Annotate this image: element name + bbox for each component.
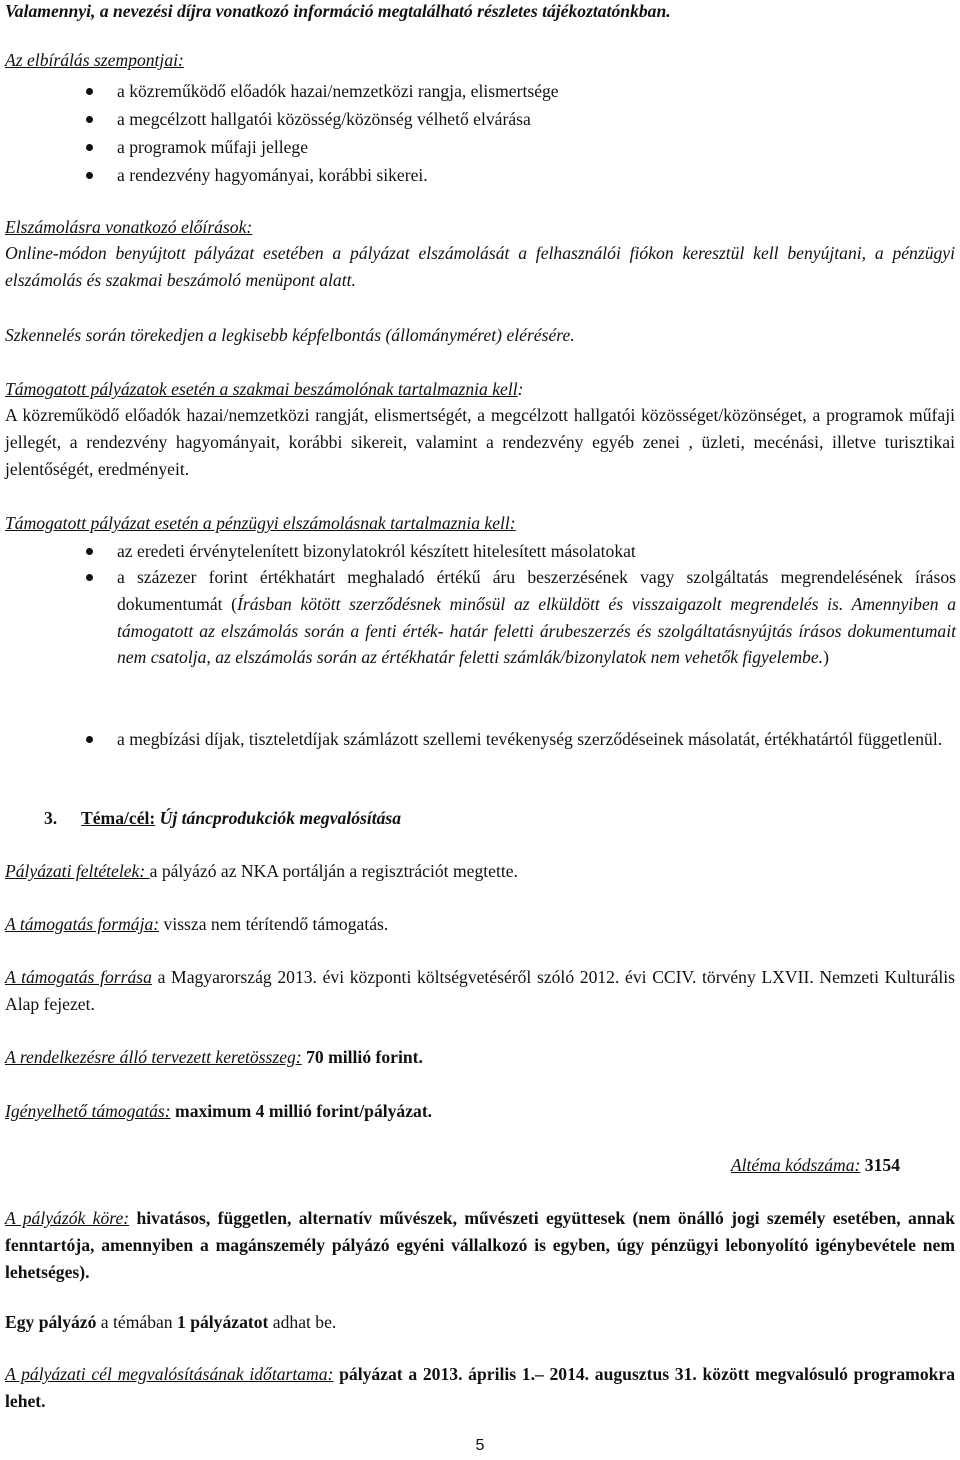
one-application-end: adhat be.: [268, 1312, 337, 1332]
subtopic-code: 3154: [860, 1155, 900, 1175]
applicants-paragraph: [5, 1205, 955, 1285]
max-grant-text: maximum 4 millió forint/pályázat.: [170, 1101, 433, 1121]
one-application-line: [5, 1311, 955, 1333]
conditions-label: Pályázati feltételek:: [5, 861, 150, 881]
support-source-text: a Magyarország 2013. évi központi költségvetéséről szóló 2012. évi CCIV. törvény LXVII. Nemzeti Kulturális Alap fejezet.: [5, 967, 956, 1014]
one-application-mid: a témában: [96, 1312, 178, 1332]
list-item: [0, 136, 960, 158]
conditions-text: a pályázó az NKA portálján a regisztrációt megtette.: [149, 861, 518, 881]
budget-text: 70 millió forint.: [301, 1047, 423, 1067]
bullet-icon: [86, 116, 93, 123]
support-form-line: [5, 913, 955, 935]
financial-report-heading: Támogatott pályázat esetén a pénzügyi elszámolásnak tartalmaznia kell:: [5, 513, 516, 533]
budget-label: A rendelkezésre álló tervezett keretösszeg:: [5, 1047, 302, 1067]
page-number: 5: [475, 1437, 485, 1454]
intro-line: Valamennyi, a nevezési díjra vonatkozó információ megtalálható részletes tájékoztatónkban.: [5, 1, 671, 21]
criteria-heading: Az elbírálás szempontjai:: [5, 50, 184, 70]
list-item-text: [117, 564, 956, 671]
applicants-text: hivatásos, független, alternatív művészek, művészeti együttesek (nem önálló jogi személy esetében, annak fenntartója, amennyiben a magánszemély pályázó egyéni vállalkozó is egyben, úgy pénzügyi lebonyolító igénybevétele nem lehetséges).: [5, 1208, 955, 1282]
professional-report-body: A közreműködő előadók hazai/nemzetközi rangját, elismertségét, a megcélzott hallgatói közösséget/közönséget, a programok műfaji jellegét, a rendezvény hagyományait, korábbi sikereit, valamint a rendezvény egyéb zenei , üzleti, mecénási, illetve turisztikai jelentőségét, eredményeit.: [5, 405, 955, 479]
list-item-text: a rendezvény hagyományai, korábbi sikerei.: [117, 165, 428, 185]
topic-title-group: [81, 807, 401, 829]
bullet-icon: [86, 548, 93, 555]
item2-prefix: a százezer forint értékhatárt meghaladó értékű áru beszerzésének vagy szolgáltatás megrendelésének írásos dokumentumát (: [117, 567, 956, 614]
support-form-label: A támogatás formája:: [5, 914, 160, 934]
one-application-bold1: Egy pályázó: [5, 1312, 97, 1332]
applicants-label: A pályázók köre:: [5, 1208, 130, 1228]
support-source-paragraph: [5, 964, 955, 1018]
heading-colon: :: [517, 379, 524, 399]
max-grant-line: [5, 1100, 955, 1122]
professional-report-heading-text: Támogatott pályázatok esetén a szakmai beszámolónak tartalmaznia kell: [5, 379, 518, 399]
item2-italic: Írásban kötött szerződésnek minősül az elküldött és visszaigazolt megrendelés is. Amennyiben a támogatott az elszámolás során a fenti érték- határ feletti árubeszerzés és szolgáltatásnyújtás írásos dokumentumait nem csatolja, az elszámolás során az értékhatár feletti számlák/bizonylatok nem vehetők figyelembe.: [117, 593, 956, 668]
topic-label: Téma/cél:: [81, 808, 156, 828]
duration-label: A pályázati cél megvalósításának időtartama:: [5, 1364, 334, 1384]
bullet-icon: [86, 736, 93, 743]
settlement-body: Online-módon benyújtott pályázat esetében a pályázat elszámolását a felhasználói fiókon keresztül kell benyújtani, a pénzügyi elszámolás és szakmai beszámoló menüpont alatt.: [5, 243, 955, 290]
list-item-text: a programok műfaji jellege: [117, 137, 309, 157]
bullet-icon: [86, 172, 93, 179]
professional-report-heading: [5, 378, 955, 400]
duration-text: pályázat a 2013. április 1.– 2014. augusztus 31. között megvalósuló programokra lehet.: [5, 1364, 956, 1411]
bullet-icon: [86, 574, 93, 581]
topic-title: Új táncprodukciók megvalósítása: [155, 808, 402, 828]
budget-line: [5, 1046, 955, 1068]
support-form-text: vissza nem térítendő támogatás.: [159, 914, 389, 934]
conditions-line: [5, 860, 955, 882]
scan-note: Szkennelés során törekedjen a legkisebb képfelbontás (állományméret) elérésére.: [5, 325, 575, 345]
settlement-heading: Elszámolásra vonatkozó előírások:: [5, 217, 253, 237]
max-grant-label: Igényelhető támogatás:: [5, 1101, 171, 1121]
topic-number: 3.: [44, 808, 58, 828]
list-item-text: a megcélzott hallgatói közösség/közönség vélhető elvárása: [117, 109, 531, 129]
list-item-text: az eredeti érvénytelenített bizonylatokról készített hitelesített másolatokat: [117, 541, 636, 561]
list-item: [0, 108, 960, 130]
duration-paragraph: [5, 1361, 955, 1415]
bullet-icon: [86, 144, 93, 151]
list-item-text: a közreműködő előadók hazai/nemzetközi rangja, elismertsége: [117, 81, 559, 101]
list-item: [0, 80, 960, 102]
subtopic-label: Altéma kódszáma:: [730, 1155, 861, 1175]
bullet-icon: [86, 88, 93, 95]
one-application-bold2: 1 pályázatot: [177, 1312, 269, 1332]
support-source-label: A támogatás forrása: [5, 967, 152, 987]
list-item: [0, 164, 960, 186]
item2-suffix: ): [823, 647, 829, 668]
list-item-text: a megbízási díjak, tiszteletdíjak számlázott szellemi tevékenység szerződéseinek másolatát, értékhatártól függetlenül.: [117, 729, 943, 749]
subtopic-code-line: [731, 1154, 900, 1176]
